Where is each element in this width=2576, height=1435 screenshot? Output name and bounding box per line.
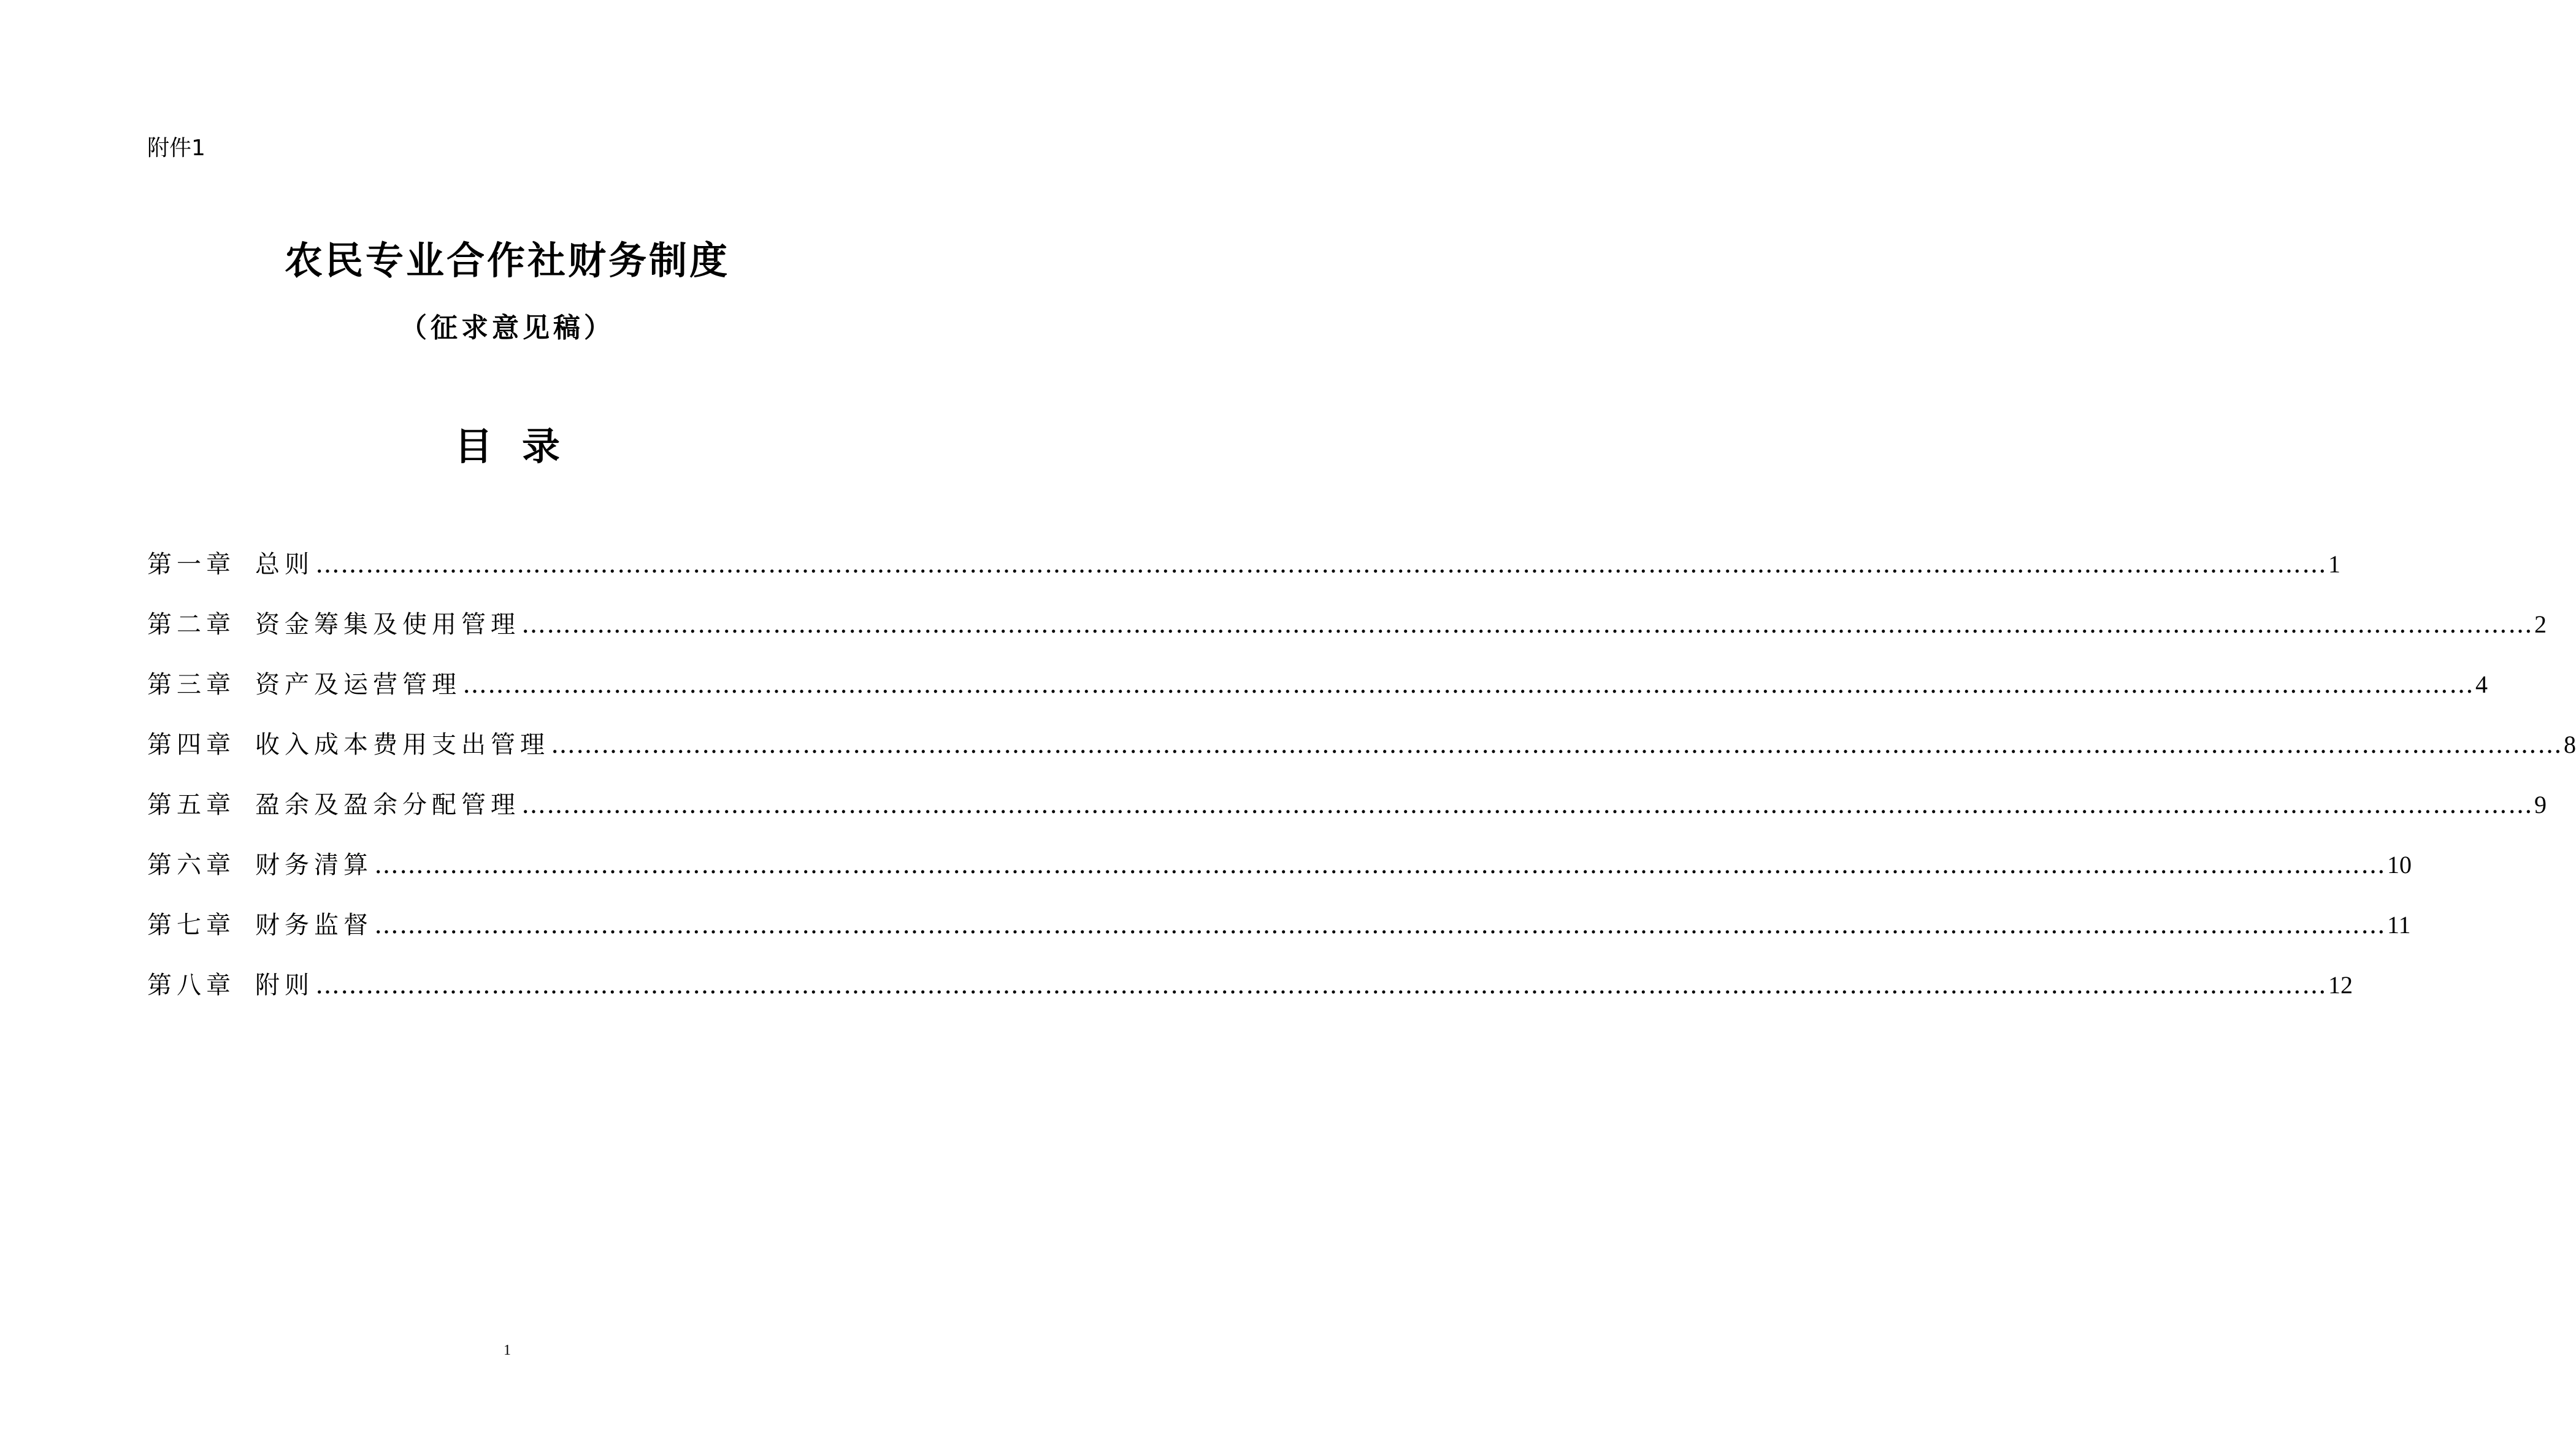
page-number: 1 <box>504 1342 511 1358</box>
toc-entry[interactable] <box>147 787 2547 847</box>
toc-dot-leader: …………………………………………………………………………………………………………………………………………………………………………………………………………………… <box>315 550 2327 579</box>
toc-chapter-number: 第二章 <box>147 610 236 639</box>
toc-dot-leader: …………………………………………………………………………………………………………………………………………………………………………………………………………………… <box>551 731 2563 759</box>
toc-dot-leader: …………………………………………………………………………………………………………………………………………………………………………………………………………………… <box>521 791 2533 819</box>
table-of-contents <box>147 546 2576 1027</box>
document-title: 农民专业合作社财务制度 <box>284 238 730 283</box>
toc-dot-leader: …………………………………………………………………………………………………………………………………………………………………………………………………………………… <box>315 971 2327 999</box>
toc-chapter-title: 盈余及盈余分配管理 <box>255 791 520 819</box>
toc-entry[interactable] <box>147 606 2547 666</box>
toc-chapter-number: 第六章 <box>147 851 236 879</box>
toc-dot-leader: …………………………………………………………………………………………………………………………………………………………………………………………………………………… <box>462 671 2474 699</box>
toc-dot-leader: …………………………………………………………………………………………………………………………………………………………………………………………………………………… <box>374 851 2386 879</box>
toc-chapter-title: 资产及运营管理 <box>255 671 461 699</box>
toc-entry[interactable] <box>147 546 2340 606</box>
document-subtitle: （征求意见稿） <box>400 312 615 344</box>
toc-page-number: 4 <box>2475 671 2488 698</box>
toc-entry[interactable] <box>147 907 2411 967</box>
attachment-label: 附件1 <box>147 136 205 161</box>
toc-page-number: 9 <box>2534 791 2547 818</box>
toc-heading <box>0 422 1014 471</box>
toc-chapter-title: 资金筹集及使用管理 <box>255 610 520 639</box>
toc-page-number: 12 <box>2328 971 2353 999</box>
toc-heading-char: 录 <box>522 424 561 469</box>
toc-chapter-title: 收入成本费用支出管理 <box>255 731 550 759</box>
toc-chapter-number: 第八章 <box>147 971 236 999</box>
toc-entry[interactable] <box>147 847 2412 907</box>
toc-chapter-number: 第一章 <box>147 550 236 579</box>
toc-page-number: 11 <box>2387 911 2411 939</box>
toc-chapter-title: 总则 <box>255 550 314 579</box>
toc-dot-leader: …………………………………………………………………………………………………………………………………………………………………………………………………………………… <box>374 911 2386 939</box>
toc-entry[interactable] <box>147 666 2488 726</box>
toc-chapter-number: 第四章 <box>147 731 236 759</box>
toc-chapter-title: 附则 <box>255 971 314 999</box>
toc-entry[interactable] <box>147 967 2353 1027</box>
toc-chapter-number: 第七章 <box>147 911 236 939</box>
toc-page-number: 2 <box>2534 610 2547 638</box>
toc-heading-char: 目 <box>454 424 493 469</box>
toc-page-number: 1 <box>2328 550 2340 578</box>
toc-page-number: 8 <box>2564 731 2576 758</box>
toc-entry[interactable] <box>147 726 2576 787</box>
toc-page-number: 10 <box>2387 851 2412 879</box>
toc-dot-leader: …………………………………………………………………………………………………………………………………………………………………………………………………………………… <box>521 610 2533 639</box>
toc-chapter-number: 第五章 <box>147 791 236 819</box>
toc-chapter-title: 财务监督 <box>255 911 373 939</box>
toc-chapter-title: 财务清算 <box>255 851 373 879</box>
toc-chapter-number: 第三章 <box>147 671 236 699</box>
